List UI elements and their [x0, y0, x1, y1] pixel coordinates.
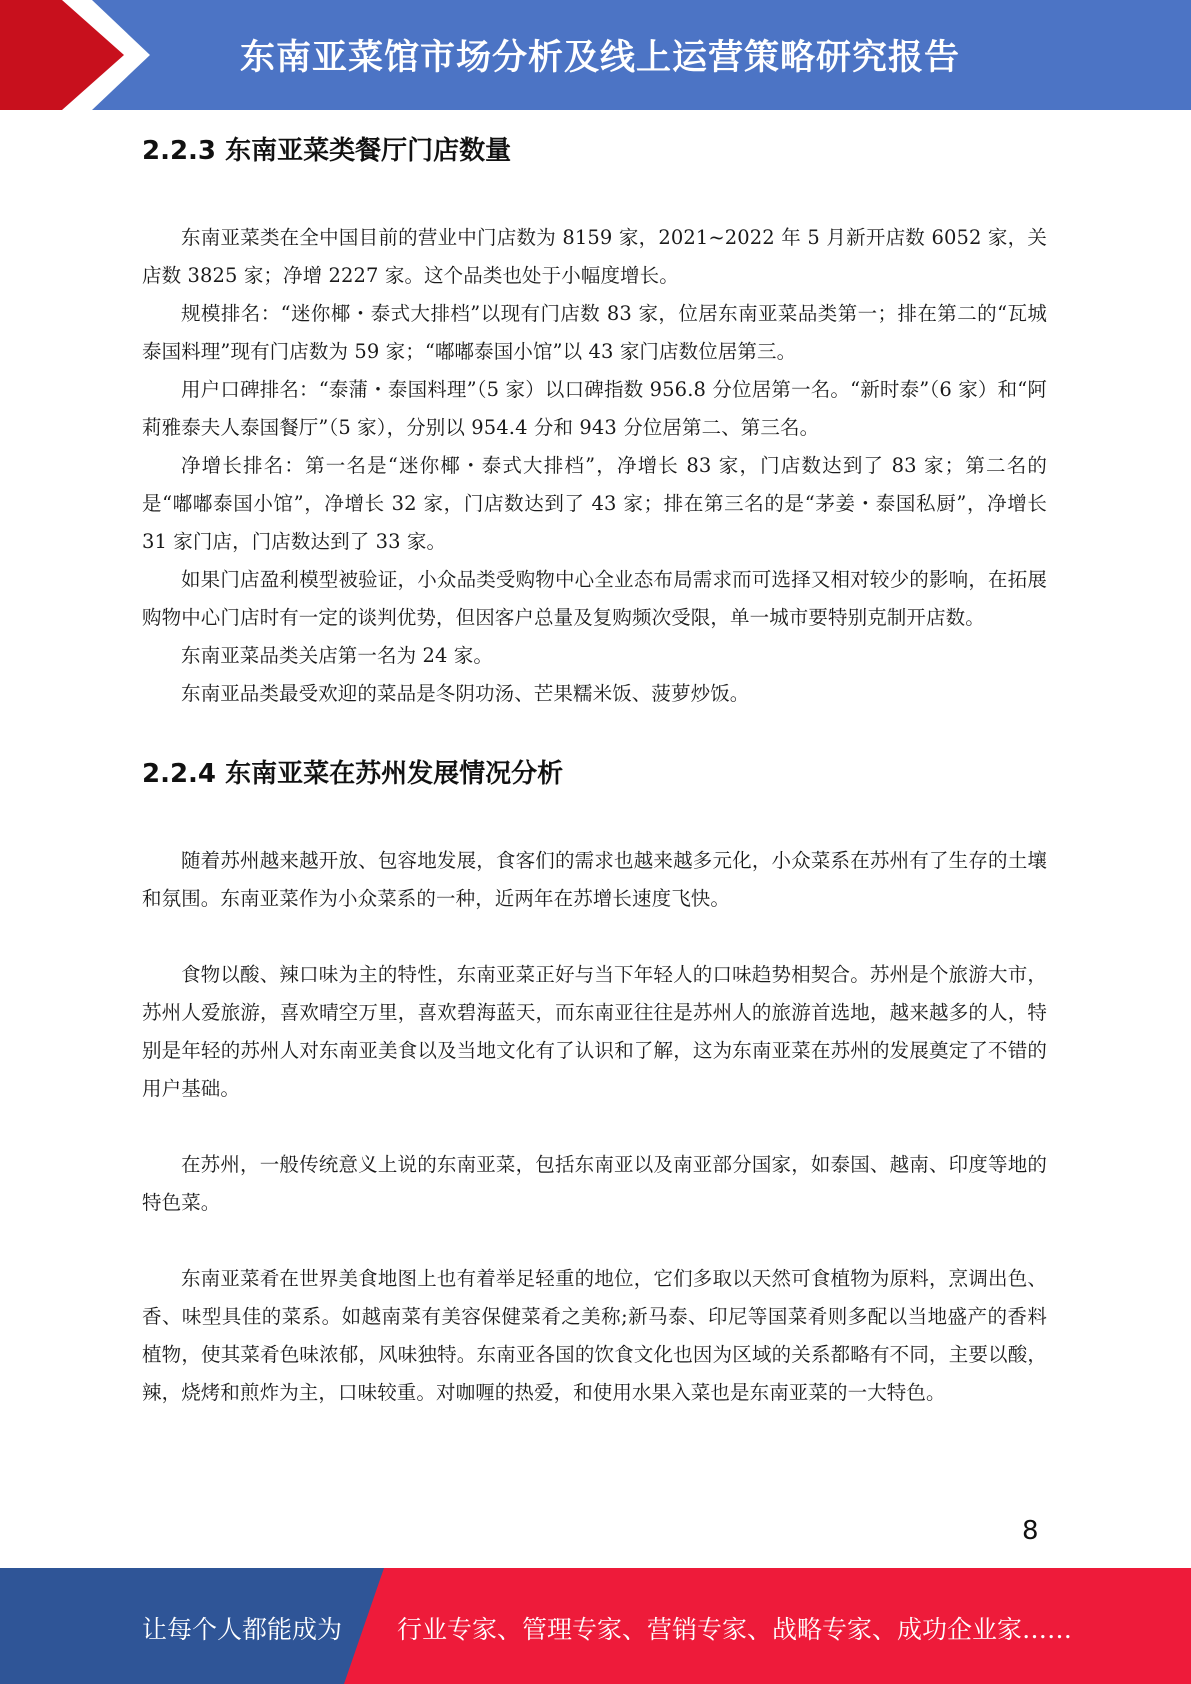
paragraph: 在苏州，一般传统意义上说的东南亚菜，包括东南亚以及南亚部分国家，如泰国、越南、印度等地的特色菜。 — [142, 1153, 1047, 1214]
paragraph: 东南亚菜品类关店第一名为 24 家。 — [181, 644, 494, 667]
header-banner — [0, 0, 1191, 110]
footer-banner — [0, 1568, 1191, 1684]
report-title: 东南亚菜馆市场分析及线上运营策略研究报告 — [240, 38, 961, 78]
paragraph: 用户口碑排名：“泰蒲・泰国料理”（5 家）以口碑指数 956.8 分位居第一名。“新时泰”（6 家）和“阿莉雅泰夫人泰国餐厅”（5 家），分别以 954.4 分和 943 分位居第二、第三名。 — [142, 378, 1047, 439]
paragraph: 食物以酸、辣口味为主的特性，东南亚菜正好与当下年轻人的口味趋势相契合。苏州是个旅游大市，苏州人爱旅游，喜欢晴空万里，喜欢碧海蓝天，而东南亚往往是苏州人的旅游首选地，越来越多的人，特别是年轻的苏州人对东南亚美食以及当地文化有了认识和了解，这为东南亚菜在苏州的发展奠定了不错的用户基础。 — [142, 963, 1047, 1100]
paragraph: 东南亚菜类在全中国目前的营业中门店数为 8159 家，2021~2022 年 5 月新开店数 6052 家，关店数 3825 家；净增 2227 家。这个品类也处于小幅度增长。 — [142, 226, 1047, 287]
page-content — [142, 130, 1047, 1412]
section-heading-2-2-4: 2.2.4 东南亚菜在苏州发展情况分析 — [142, 759, 564, 789]
section-heading-2-2-3: 2.2.3 东南亚菜类餐厅门店数量 — [142, 136, 512, 166]
footer-slogan-left: 让每个人都能成为 — [142, 1615, 343, 1644]
paragraph: 东南亚品类最受欢迎的菜品是冬阴功汤、芒果糯米饭、菠萝炒饭。 — [181, 682, 750, 705]
paragraph: 东南亚菜肴在世界美食地图上也有着举足轻重的地位，它们多取以天然可食植物为原料，烹调出色、香、味型具佳的菜系。如越南菜有美容保健菜肴之美称;新马泰、印尼等国菜肴则多配以当地盛产的香料植物，使其菜肴色味浓郁，风味独特。东南亚各国的饮食文化也因为区域的关系都略有不同，主要以酸，辣，烧烤和煎炸为主，口味较重。对咖喱的热爱，和使用水果入菜也是东南亚菜的一大特色。 — [142, 1267, 1047, 1404]
paragraph: 如果门店盈利模型被验证，小众品类受购物中心全业态布局需求而可选择又相对较少的影响，在拓展购物中心门店时有一定的谈判优势，但因客户总量及复购频次受限，单一城市要特别克制开店数。 — [142, 568, 1047, 629]
paragraph: 规模排名：“迷你椰・泰式大排档”以现有门店数 83 家，位居东南亚菜品类第一；排在第二的“瓦城泰国料理”现有门店数为 59 家；“嘟嘟泰国小馆”以 43 家门店数位居第三。 — [142, 302, 1047, 363]
footer-slogan-right: 行业专家、管理专家、营销专家、战略专家、成功企业家…… — [397, 1615, 1073, 1644]
page-number: 8 — [1022, 1516, 1039, 1546]
paragraph: 随着苏州越来越开放、包容地发展，食客们的需求也越来越多元化，小众菜系在苏州有了生存的土壤和氛围。东南亚菜作为小众菜系的一种，近两年在苏增长速度飞快。 — [142, 849, 1047, 910]
paragraph: 净增长排名：第一名是“迷你椰・泰式大排档”，净增长 83 家，门店数达到了 83 家；第二名的是“嘟嘟泰国小馆”，净增长 32 家，门店数达到了 43 家；排在第三名的是“茅姜・泰国私厨”，净增长 31 家门店，门店数达到了 33 家。 — [142, 454, 1047, 553]
